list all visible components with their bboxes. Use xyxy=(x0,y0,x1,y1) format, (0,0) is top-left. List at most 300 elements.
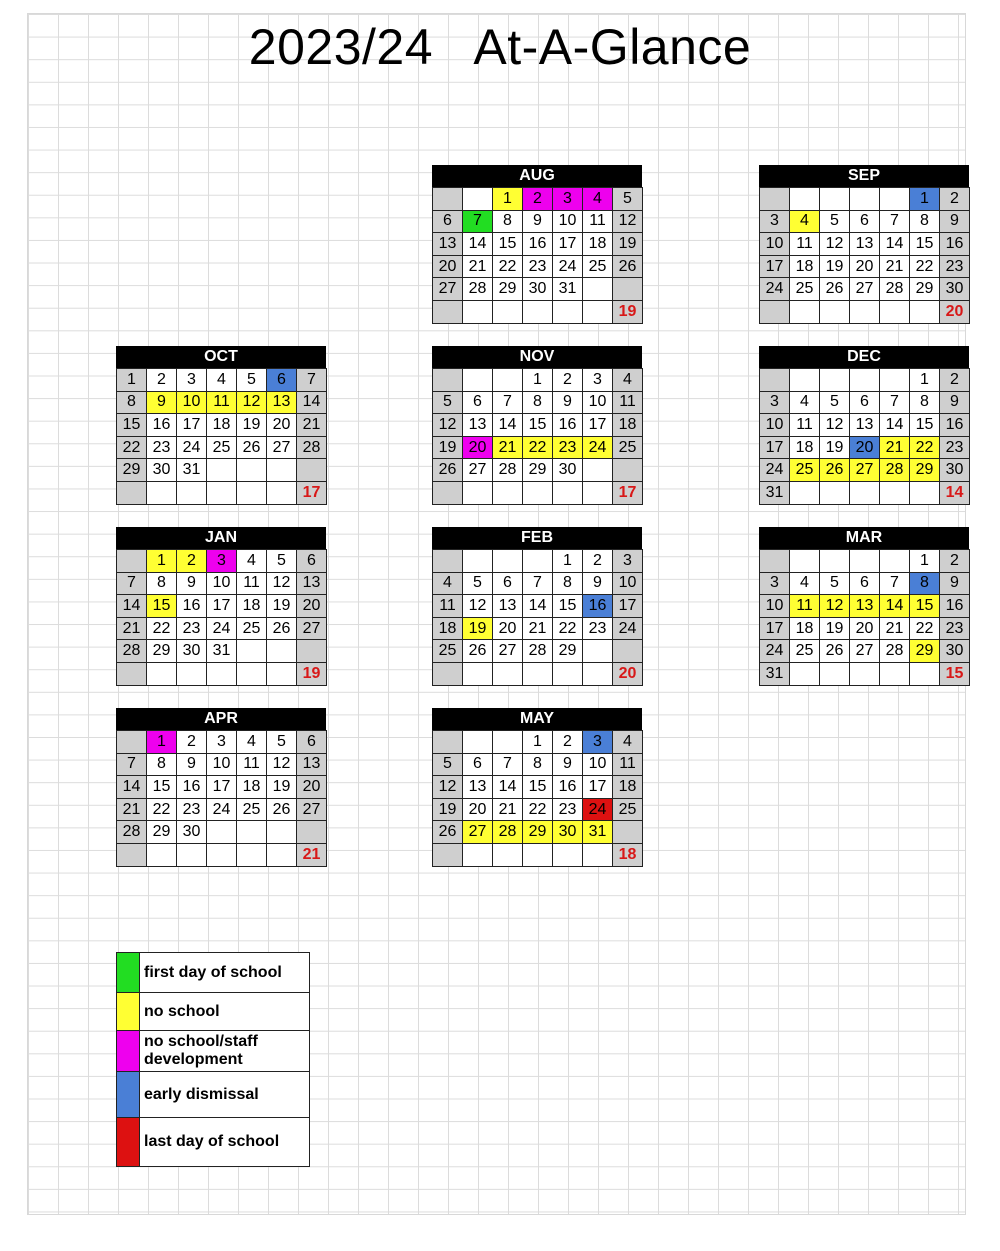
day-cell: 8 xyxy=(147,753,177,776)
month-nov xyxy=(432,346,642,505)
day-cell: 10 xyxy=(613,572,643,595)
instructional-day-count: 20 xyxy=(613,662,643,685)
day-cell: 19 xyxy=(237,414,267,437)
day-cell: 9 xyxy=(583,572,613,595)
empty-cell xyxy=(850,300,880,323)
day-cell: 1 xyxy=(493,188,523,211)
legend-label: no school xyxy=(140,993,310,1031)
empty-cell xyxy=(207,459,237,482)
day-cell: 27 xyxy=(850,459,880,482)
month-header: MAR xyxy=(759,527,969,549)
day-cell: 13 xyxy=(297,572,327,595)
empty-cell xyxy=(117,481,147,504)
day-cell: 28 xyxy=(297,436,327,459)
day-cell: 26 xyxy=(820,640,850,663)
day-cell: 26 xyxy=(267,617,297,640)
day-cell: 19 xyxy=(463,617,493,640)
day-cell: 7 xyxy=(493,391,523,414)
day-cell: 15 xyxy=(553,595,583,618)
day-cell: 14 xyxy=(493,776,523,799)
day-cell: 23 xyxy=(940,436,970,459)
day-cell: 7 xyxy=(880,572,910,595)
day-cell: 4 xyxy=(237,731,267,754)
day-cell: 17 xyxy=(207,776,237,799)
day-cell: 21 xyxy=(493,798,523,821)
day-cell: 20 xyxy=(463,436,493,459)
empty-cell xyxy=(433,188,463,211)
day-cell: 22 xyxy=(910,617,940,640)
day-cell: 5 xyxy=(463,572,493,595)
day-cell: 4 xyxy=(583,188,613,211)
day-cell: 29 xyxy=(147,821,177,844)
day-cell: 31 xyxy=(583,821,613,844)
day-cell: 25 xyxy=(433,640,463,663)
day-cell: 5 xyxy=(237,369,267,392)
day-cell: 18 xyxy=(433,617,463,640)
day-cell: 13 xyxy=(850,414,880,437)
day-cell: 21 xyxy=(297,414,327,437)
legend xyxy=(116,952,310,1167)
day-cell: 29 xyxy=(523,821,553,844)
day-cell: 12 xyxy=(433,776,463,799)
day-cell: 19 xyxy=(820,255,850,278)
day-cell: 8 xyxy=(493,210,523,233)
day-cell: 20 xyxy=(297,776,327,799)
empty-cell xyxy=(850,188,880,211)
month-days xyxy=(759,549,970,686)
day-cell: 4 xyxy=(613,369,643,392)
empty-cell xyxy=(297,459,327,482)
day-cell: 29 xyxy=(910,278,940,301)
day-cell: 1 xyxy=(523,731,553,754)
empty-cell xyxy=(553,843,583,866)
day-cell: 9 xyxy=(940,210,970,233)
month-days xyxy=(116,368,327,505)
day-cell: 24 xyxy=(613,617,643,640)
day-cell: 16 xyxy=(147,414,177,437)
day-cell: 21 xyxy=(493,436,523,459)
month-header: SEP xyxy=(759,165,969,187)
month-header: FEB xyxy=(432,527,642,549)
day-cell: 3 xyxy=(613,550,643,573)
empty-cell xyxy=(553,300,583,323)
day-cell: 16 xyxy=(583,595,613,618)
day-cell: 24 xyxy=(760,278,790,301)
day-cell: 16 xyxy=(553,776,583,799)
day-cell: 22 xyxy=(493,255,523,278)
legend-swatch-magenta xyxy=(117,1031,140,1072)
empty-cell xyxy=(177,481,207,504)
day-cell: 9 xyxy=(553,391,583,414)
day-cell: 20 xyxy=(267,414,297,437)
day-cell: 1 xyxy=(910,188,940,211)
day-cell: 24 xyxy=(760,640,790,663)
empty-cell xyxy=(493,481,523,504)
instructional-day-count: 17 xyxy=(613,481,643,504)
day-cell: 17 xyxy=(207,595,237,618)
day-cell: 27 xyxy=(493,640,523,663)
day-cell: 13 xyxy=(463,414,493,437)
empty-cell xyxy=(237,662,267,685)
day-cell: 5 xyxy=(267,550,297,573)
day-cell: 31 xyxy=(760,481,790,504)
empty-cell xyxy=(267,843,297,866)
month-dec xyxy=(759,346,969,505)
empty-cell xyxy=(850,550,880,573)
day-cell: 6 xyxy=(493,572,523,595)
empty-cell xyxy=(463,731,493,754)
day-cell: 25 xyxy=(583,255,613,278)
day-cell: 24 xyxy=(207,617,237,640)
day-cell: 15 xyxy=(910,414,940,437)
month-header: OCT xyxy=(116,346,326,368)
day-cell: 22 xyxy=(523,798,553,821)
day-cell: 22 xyxy=(147,617,177,640)
day-cell: 22 xyxy=(910,436,940,459)
day-cell: 24 xyxy=(760,459,790,482)
day-cell: 23 xyxy=(177,617,207,640)
day-cell: 7 xyxy=(117,572,147,595)
day-cell: 18 xyxy=(237,595,267,618)
month-days xyxy=(432,368,643,505)
day-cell: 16 xyxy=(177,776,207,799)
empty-cell xyxy=(493,843,523,866)
page-title xyxy=(0,18,1000,76)
day-cell: 15 xyxy=(147,776,177,799)
day-cell: 17 xyxy=(760,255,790,278)
day-cell: 10 xyxy=(760,595,790,618)
empty-cell xyxy=(583,278,613,301)
day-cell: 24 xyxy=(583,798,613,821)
day-cell: 11 xyxy=(613,391,643,414)
day-cell: 20 xyxy=(463,798,493,821)
day-cell: 18 xyxy=(613,776,643,799)
day-cell: 3 xyxy=(207,731,237,754)
day-cell: 27 xyxy=(433,278,463,301)
month-days xyxy=(116,730,327,867)
empty-cell xyxy=(237,640,267,663)
day-cell: 18 xyxy=(583,233,613,256)
month-days xyxy=(432,730,643,867)
day-cell: 8 xyxy=(553,572,583,595)
empty-cell xyxy=(493,731,523,754)
day-cell: 20 xyxy=(850,617,880,640)
day-cell: 21 xyxy=(880,255,910,278)
day-cell: 10 xyxy=(760,414,790,437)
empty-cell xyxy=(820,481,850,504)
day-cell: 26 xyxy=(433,821,463,844)
empty-cell xyxy=(880,369,910,392)
day-cell: 3 xyxy=(583,731,613,754)
day-cell: 17 xyxy=(583,414,613,437)
day-cell: 25 xyxy=(237,798,267,821)
day-cell: 23 xyxy=(523,255,553,278)
day-cell: 23 xyxy=(553,798,583,821)
day-cell: 9 xyxy=(940,572,970,595)
day-cell: 12 xyxy=(613,210,643,233)
month-header: APR xyxy=(116,708,326,730)
day-cell: 23 xyxy=(177,798,207,821)
day-cell: 28 xyxy=(880,459,910,482)
instructional-day-count: 17 xyxy=(297,481,327,504)
day-cell: 29 xyxy=(117,459,147,482)
day-cell: 30 xyxy=(177,640,207,663)
day-cell: 5 xyxy=(820,572,850,595)
day-cell: 17 xyxy=(760,617,790,640)
day-cell: 18 xyxy=(790,436,820,459)
month-header: NOV xyxy=(432,346,642,368)
day-cell: 17 xyxy=(583,776,613,799)
day-cell: 22 xyxy=(553,617,583,640)
day-cell: 23 xyxy=(583,617,613,640)
day-cell: 20 xyxy=(297,595,327,618)
legend-label: first day of school xyxy=(140,953,310,993)
day-cell: 6 xyxy=(850,391,880,414)
empty-cell xyxy=(433,481,463,504)
day-cell: 27 xyxy=(297,798,327,821)
day-cell: 29 xyxy=(910,640,940,663)
day-cell: 6 xyxy=(850,210,880,233)
month-days xyxy=(432,549,643,686)
day-cell: 6 xyxy=(463,391,493,414)
day-cell: 3 xyxy=(760,210,790,233)
day-cell: 30 xyxy=(553,821,583,844)
day-cell: 19 xyxy=(820,436,850,459)
empty-cell xyxy=(267,459,297,482)
day-cell: 1 xyxy=(553,550,583,573)
empty-cell xyxy=(207,662,237,685)
empty-cell xyxy=(910,481,940,504)
day-cell: 17 xyxy=(760,436,790,459)
month-days xyxy=(116,549,327,686)
day-cell: 11 xyxy=(237,572,267,595)
empty-cell xyxy=(613,459,643,482)
day-cell: 19 xyxy=(613,233,643,256)
day-cell: 11 xyxy=(237,753,267,776)
day-cell: 16 xyxy=(553,414,583,437)
day-cell: 14 xyxy=(117,776,147,799)
day-cell: 9 xyxy=(147,391,177,414)
day-cell: 4 xyxy=(207,369,237,392)
day-cell: 19 xyxy=(433,436,463,459)
day-cell: 13 xyxy=(267,391,297,414)
day-cell: 21 xyxy=(880,436,910,459)
legend-label: no school/staff development xyxy=(140,1031,310,1072)
day-cell: 5 xyxy=(267,731,297,754)
empty-cell xyxy=(267,821,297,844)
day-cell: 17 xyxy=(177,414,207,437)
empty-cell xyxy=(613,278,643,301)
day-cell: 17 xyxy=(613,595,643,618)
day-cell: 18 xyxy=(613,414,643,437)
empty-cell xyxy=(463,481,493,504)
empty-cell xyxy=(613,821,643,844)
day-cell: 10 xyxy=(207,753,237,776)
month-header: DEC xyxy=(759,346,969,368)
month-may xyxy=(432,708,642,867)
empty-cell xyxy=(433,662,463,685)
empty-cell xyxy=(177,662,207,685)
empty-cell xyxy=(583,662,613,685)
day-cell: 31 xyxy=(177,459,207,482)
day-cell: 28 xyxy=(493,821,523,844)
day-cell: 6 xyxy=(433,210,463,233)
day-cell: 5 xyxy=(433,391,463,414)
day-cell: 20 xyxy=(850,255,880,278)
legend-swatch-blue xyxy=(117,1072,140,1118)
empty-cell xyxy=(267,640,297,663)
day-cell: 14 xyxy=(493,414,523,437)
empty-cell xyxy=(237,459,267,482)
day-cell: 16 xyxy=(940,233,970,256)
title-text: 2023/24 At-A-Glance xyxy=(248,19,752,75)
empty-cell xyxy=(493,662,523,685)
day-cell: 27 xyxy=(850,640,880,663)
day-cell: 4 xyxy=(790,391,820,414)
empty-cell xyxy=(880,300,910,323)
day-cell: 26 xyxy=(463,640,493,663)
day-cell: 14 xyxy=(880,233,910,256)
month-feb xyxy=(432,527,642,686)
day-cell: 28 xyxy=(880,278,910,301)
day-cell: 12 xyxy=(820,414,850,437)
empty-cell xyxy=(820,369,850,392)
day-cell: 27 xyxy=(850,278,880,301)
day-cell: 12 xyxy=(820,233,850,256)
month-days xyxy=(759,187,970,324)
empty-cell xyxy=(523,662,553,685)
day-cell: 27 xyxy=(463,459,493,482)
day-cell: 25 xyxy=(237,617,267,640)
day-cell: 8 xyxy=(147,572,177,595)
day-cell: 4 xyxy=(613,731,643,754)
empty-cell xyxy=(117,731,147,754)
day-cell: 29 xyxy=(910,459,940,482)
empty-cell xyxy=(493,550,523,573)
day-cell: 29 xyxy=(147,640,177,663)
day-cell: 8 xyxy=(910,391,940,414)
empty-cell xyxy=(523,843,553,866)
day-cell: 31 xyxy=(553,278,583,301)
day-cell: 28 xyxy=(117,821,147,844)
day-cell: 26 xyxy=(820,459,850,482)
instructional-day-count: 18 xyxy=(613,843,643,866)
day-cell: 28 xyxy=(523,640,553,663)
day-cell: 14 xyxy=(117,595,147,618)
day-cell: 10 xyxy=(207,572,237,595)
month-mar xyxy=(759,527,969,686)
empty-cell xyxy=(553,481,583,504)
empty-cell xyxy=(117,550,147,573)
day-cell: 2 xyxy=(940,369,970,392)
empty-cell xyxy=(297,640,327,663)
empty-cell xyxy=(237,843,267,866)
day-cell: 10 xyxy=(583,391,613,414)
day-cell: 29 xyxy=(553,640,583,663)
day-cell: 4 xyxy=(433,572,463,595)
empty-cell xyxy=(820,550,850,573)
day-cell: 2 xyxy=(583,550,613,573)
day-cell: 19 xyxy=(433,798,463,821)
empty-cell xyxy=(850,369,880,392)
empty-cell xyxy=(880,662,910,685)
empty-cell xyxy=(850,481,880,504)
day-cell: 28 xyxy=(117,640,147,663)
day-cell: 12 xyxy=(237,391,267,414)
day-cell: 10 xyxy=(583,753,613,776)
day-cell: 21 xyxy=(523,617,553,640)
day-cell: 4 xyxy=(790,210,820,233)
day-cell: 13 xyxy=(297,753,327,776)
day-cell: 7 xyxy=(463,210,493,233)
day-cell: 22 xyxy=(147,798,177,821)
month-header: MAY xyxy=(432,708,642,730)
day-cell: 8 xyxy=(910,210,940,233)
month-jan xyxy=(116,527,326,686)
day-cell: 16 xyxy=(940,414,970,437)
empty-cell xyxy=(493,369,523,392)
empty-cell xyxy=(790,300,820,323)
empty-cell xyxy=(553,662,583,685)
empty-cell xyxy=(523,481,553,504)
day-cell: 29 xyxy=(523,459,553,482)
day-cell: 30 xyxy=(523,278,553,301)
empty-cell xyxy=(433,843,463,866)
day-cell: 30 xyxy=(553,459,583,482)
day-cell: 25 xyxy=(613,798,643,821)
day-cell: 6 xyxy=(297,550,327,573)
day-cell: 28 xyxy=(880,640,910,663)
day-cell: 19 xyxy=(820,617,850,640)
empty-cell xyxy=(760,188,790,211)
day-cell: 16 xyxy=(523,233,553,256)
day-cell: 25 xyxy=(790,278,820,301)
day-cell: 24 xyxy=(177,436,207,459)
empty-cell xyxy=(463,300,493,323)
day-cell: 12 xyxy=(433,414,463,437)
instructional-day-count: 21 xyxy=(297,843,327,866)
day-cell: 21 xyxy=(117,617,147,640)
empty-cell xyxy=(267,662,297,685)
day-cell: 20 xyxy=(433,255,463,278)
day-cell: 15 xyxy=(147,595,177,618)
empty-cell xyxy=(207,821,237,844)
empty-cell xyxy=(613,640,643,663)
day-cell: 7 xyxy=(117,753,147,776)
day-cell: 19 xyxy=(267,595,297,618)
empty-cell xyxy=(433,550,463,573)
day-cell: 16 xyxy=(940,595,970,618)
day-cell: 21 xyxy=(880,617,910,640)
day-cell: 30 xyxy=(940,640,970,663)
empty-cell xyxy=(267,481,297,504)
empty-cell xyxy=(147,481,177,504)
day-cell: 3 xyxy=(207,550,237,573)
empty-cell xyxy=(523,300,553,323)
day-cell: 2 xyxy=(523,188,553,211)
legend-swatch-red xyxy=(117,1118,140,1167)
legend-swatch-green xyxy=(117,953,140,993)
empty-cell xyxy=(207,481,237,504)
month-header: JAN xyxy=(116,527,326,549)
day-cell: 26 xyxy=(613,255,643,278)
day-cell: 2 xyxy=(177,550,207,573)
empty-cell xyxy=(820,300,850,323)
day-cell: 22 xyxy=(910,255,940,278)
empty-cell xyxy=(880,188,910,211)
instructional-day-count: 19 xyxy=(613,300,643,323)
day-cell: 16 xyxy=(177,595,207,618)
